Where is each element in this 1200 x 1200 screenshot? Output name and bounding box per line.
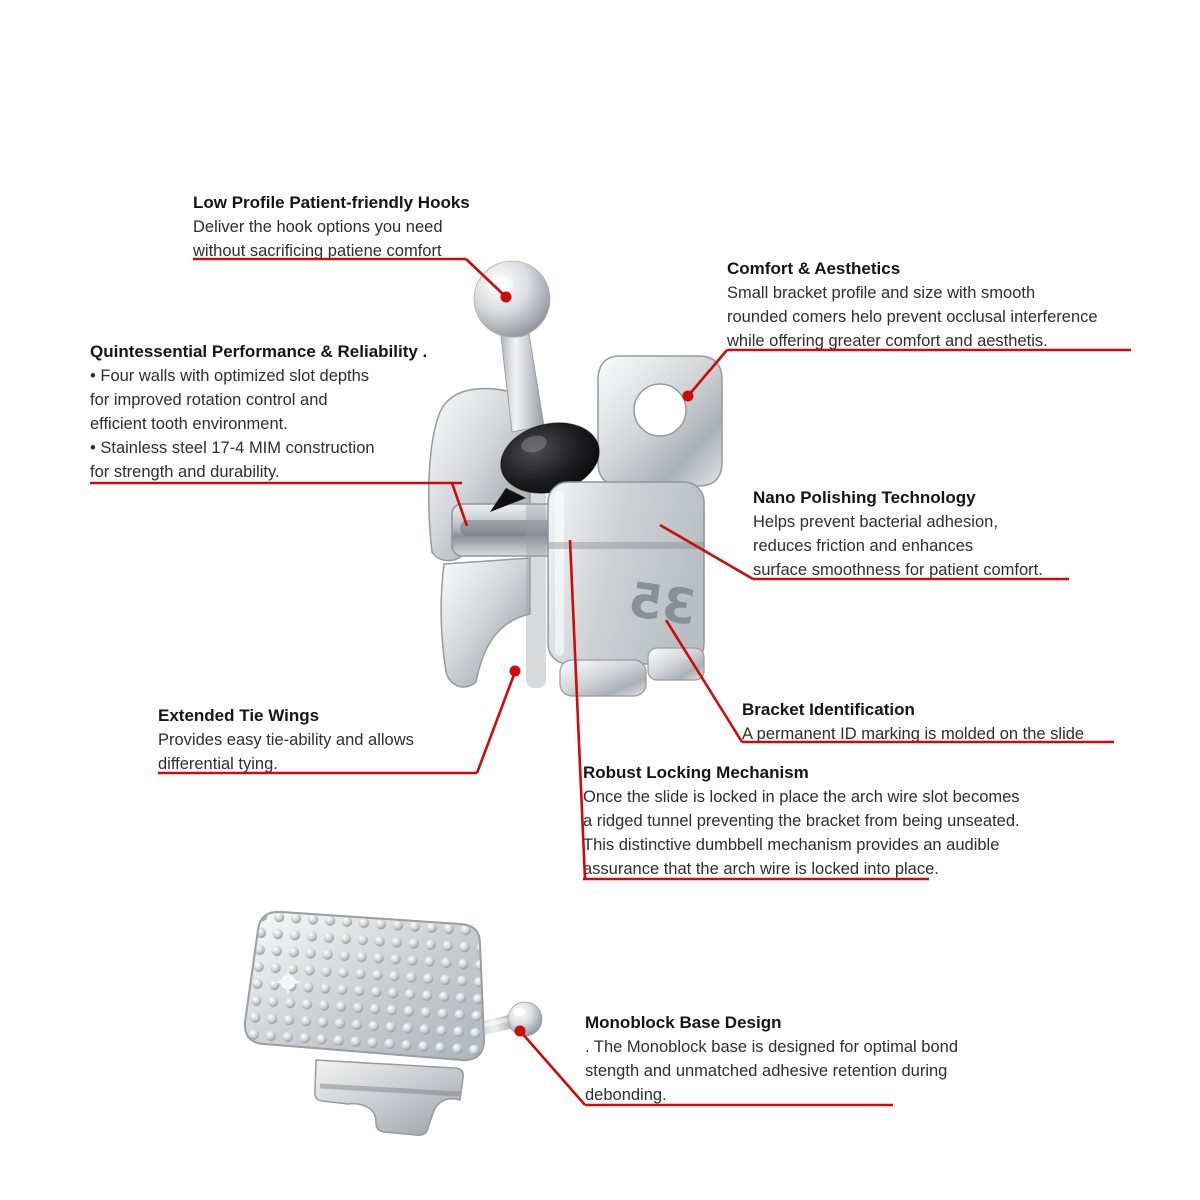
annotation-nano-line: surface smoothness for patient comfort. <box>753 561 1043 579</box>
annotation-performance-line: • Stainless steel 17-4 MIM construction <box>90 439 375 457</box>
annotation-tie-wings-line: differential tying. <box>158 755 278 773</box>
base-bracket-illustration <box>222 888 562 1158</box>
annotation-locking <box>583 761 1020 881</box>
locking-slide-highlight <box>555 490 564 656</box>
annotation-tie-wings-line: Provides easy tie-ability and allows <box>158 731 414 749</box>
annotation-comfort-title: Comfort & Aesthetics <box>727 259 901 278</box>
annotation-nano-title: Nano Polishing Technology <box>753 488 976 507</box>
body-gap-shadow <box>526 490 546 688</box>
annotation-monoblock-title: Monoblock Base Design <box>585 1013 782 1032</box>
upper-right-wing <box>598 356 722 486</box>
locking-slide <box>548 482 704 664</box>
ball-hook <box>474 261 550 337</box>
base-ball-hook-highlight <box>513 1008 525 1016</box>
annotation-performance-title: Quintessential Performance & Reliability . <box>90 342 428 361</box>
annotation-monoblock <box>585 1011 958 1107</box>
annotation-locking-title: Robust Locking Mechanism <box>583 763 809 782</box>
annotation-comfort-line: while offering greater comfort and aesthetis. <box>727 332 1048 350</box>
annotation-locking-line: This distinctive dumbbell mechanism provides an audible <box>583 836 1000 854</box>
slide-bottom-tab <box>560 660 646 696</box>
annotation-monoblock-line: . The Monoblock base is designed for optimal bond <box>585 1038 959 1056</box>
annotation-hooks <box>193 191 470 263</box>
locking-slide-groove <box>548 542 704 549</box>
base-ball-hook <box>508 1002 542 1036</box>
annotation-hooks-line: without sacrificing patiene comfort <box>193 242 442 260</box>
monoblock-base-mesh-dots <box>245 912 484 1060</box>
ball-hook-highlight <box>487 276 513 294</box>
annotation-locking-line: a ridged tunnel preventing the bracket from being unseated. <box>583 812 1020 830</box>
annotation-performance-line: • Four walls with optimized slot depths <box>90 367 370 385</box>
annotation-performance-line: efficient tooth environment. <box>90 415 288 433</box>
annotation-comfort <box>727 257 1098 353</box>
bracket-id-marking: 35 <box>625 571 700 637</box>
annotation-performance-line: for improved rotation control and <box>90 391 328 409</box>
annotation-performance-line: for strength and durability. <box>90 463 280 481</box>
annotation-locking-line: Once the slide is locked in place the arch wire slot becomes <box>583 788 1020 806</box>
slide-step-right <box>648 648 704 680</box>
main-bracket-illustration <box>408 252 738 712</box>
annotation-monoblock-line: stength and unmatched adhesive retention during <box>585 1062 948 1080</box>
annotation-locking-line: assurance that the arch wire is locked into place. <box>583 860 939 878</box>
annotation-comfort-line: Small bracket profile and size with smooth <box>727 284 1036 302</box>
annotation-identification <box>742 698 1084 746</box>
annotation-tie-wings <box>158 704 414 776</box>
annotation-hooks-title: Low Profile Patient-friendly Hooks <box>193 193 470 212</box>
annotation-performance <box>90 340 427 484</box>
bracket-body-profile <box>315 1060 463 1135</box>
lower-left-tie-wing <box>441 558 530 687</box>
annotation-identification-line: A permanent ID marking is molded on the slide <box>742 725 1085 743</box>
annotation-tie-wings-title: Extended Tie Wings <box>158 706 320 725</box>
annotation-hooks-line: Deliver the hook options you need <box>193 218 443 236</box>
annotation-identification-title: Bracket Identification <box>742 700 915 719</box>
annotation-comfort-line: rounded comers helo prevent occlusal interference <box>727 308 1098 326</box>
annotation-monoblock-line: debonding. <box>585 1086 667 1104</box>
annotation-nano <box>753 486 1043 582</box>
annotation-nano-line: reduces friction and enhances <box>753 537 974 555</box>
annotation-nano-line: Helps prevent bacterial adhesion, <box>753 513 998 531</box>
